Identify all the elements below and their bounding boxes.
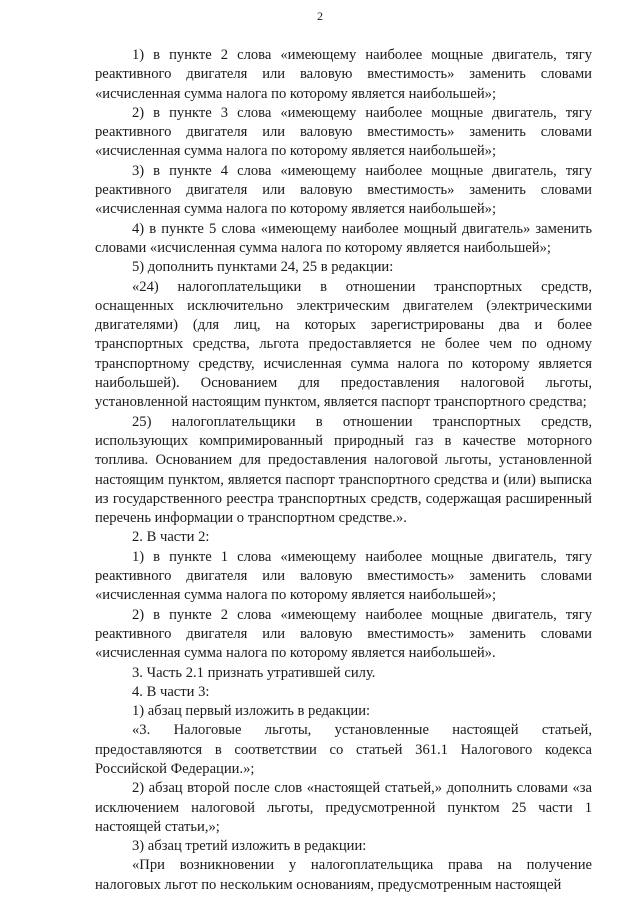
page-number: 2 [317,9,323,23]
paragraph-part-3-repeal: 3. Часть 2.1 признать утратившей силу. [132,664,376,681]
paragraph-part-2-item-2: 2) в пункте 2 слова «имеющему наиболее мощные двигатель, тягу реактивного двигателя или валовую вместимость» заменить словами «исчисленная сумма налога по которому является наибольшей». [95,606,592,662]
paragraph-point-25-text: 25) налогоплательщики в отношении транспортных средств, использующих компримированный природный газ в качестве моторного топлива. Основанием для предоставления налоговой льготы, установленной настоящим пунктом, является паспорт транспортного средства и (или) выписка из государственного реестра транспортных средств, содержащая расширенный перечень информации о транспортном средстве.». [95,413,592,527]
paragraph-part-4-heading: 4. В части 3: [132,683,210,700]
paragraph-item-3-point-4: 3) в пункте 4 слова «имеющему наиболее мощные двигатель, тягу реактивного двигателя или валовую вместимость» заменить словами «исчисленная сумма налога по которому является наибольшей»; [95,162,592,218]
paragraph-quoted-part-3: «3. Налоговые льготы, установленные настоящей статьей, предоставляются в соответствии со статьей 361.1 Налогового кодекса Российской Федерации.»; [95,722,592,777]
paragraph-part-4-item-1: 1) абзац первый изложить в редакции: [132,703,371,720]
paragraph-point-24-text: «24) налогоплательщики в отношении транспортных средств, оснащенных исключительно электрическим двигателем (электрическими двигателями) (для лиц, на которых зарегистрированы два и более транспортных средства, льгота предоставляется не более чем по одному транспортному средству, исчисленная сумма налога по которому является наибольшей). Основанием для предоставления налоговой льготы, установленной настоящим пунктом, является паспорт транспортного средства; [95,278,592,411]
paragraph-quoted-multiple-grounds: «При возникновении у налогоплательщика права на получение налоговых льгот по нескольким основаниям, предусмотренным настоящей [95,857,592,893]
paragraph-part-2-heading: 2. В части 2: [132,529,210,546]
paragraph-item-5-add-points: 5) дополнить пунктами 24, 25 в редакции: [132,259,394,276]
paragraph-item-2-point-3: 2) в пункте 3 слова «имеющему наиболее мощные двигатель, тягу реактивного двигателя или валовую вместимость» заменить словами «исчисленная сумма налога по которому является наибольшей»; [95,104,592,160]
document-body [95,46,592,895]
paragraph-part-4-item-2: 2) абзац второй после слов «настоящей статьей,» дополнить словами «за исключением налоговой льготы, предусмотренной пунктом 25 части 1 настоящей статьи,»; [95,780,592,835]
paragraph-part-4-item-3: 3) абзац третий изложить в редакции: [132,838,367,855]
paragraph-item-4-point-5: 4) в пункте 5 слова «имеющему наиболее мощный двигатель» заменить словами «исчисленная сумма налога по которому является наибольшей»; [95,220,592,256]
paragraph-item-1-point-2: 1) в пункте 2 слова «имеющему наиболее мощные двигатель, тягу реактивного двигателя или валовую вместимость» заменить словами «исчисленная сумма налога по которому является наибольшей»; [95,47,592,102]
paragraph-part-2-item-1: 1) в пункте 1 слова «имеющему наиболее мощные двигатель, тягу реактивного двигателя или валовую вместимость» заменить словами «исчисленная сумма налога по которому является наибольшей»; [95,548,592,604]
